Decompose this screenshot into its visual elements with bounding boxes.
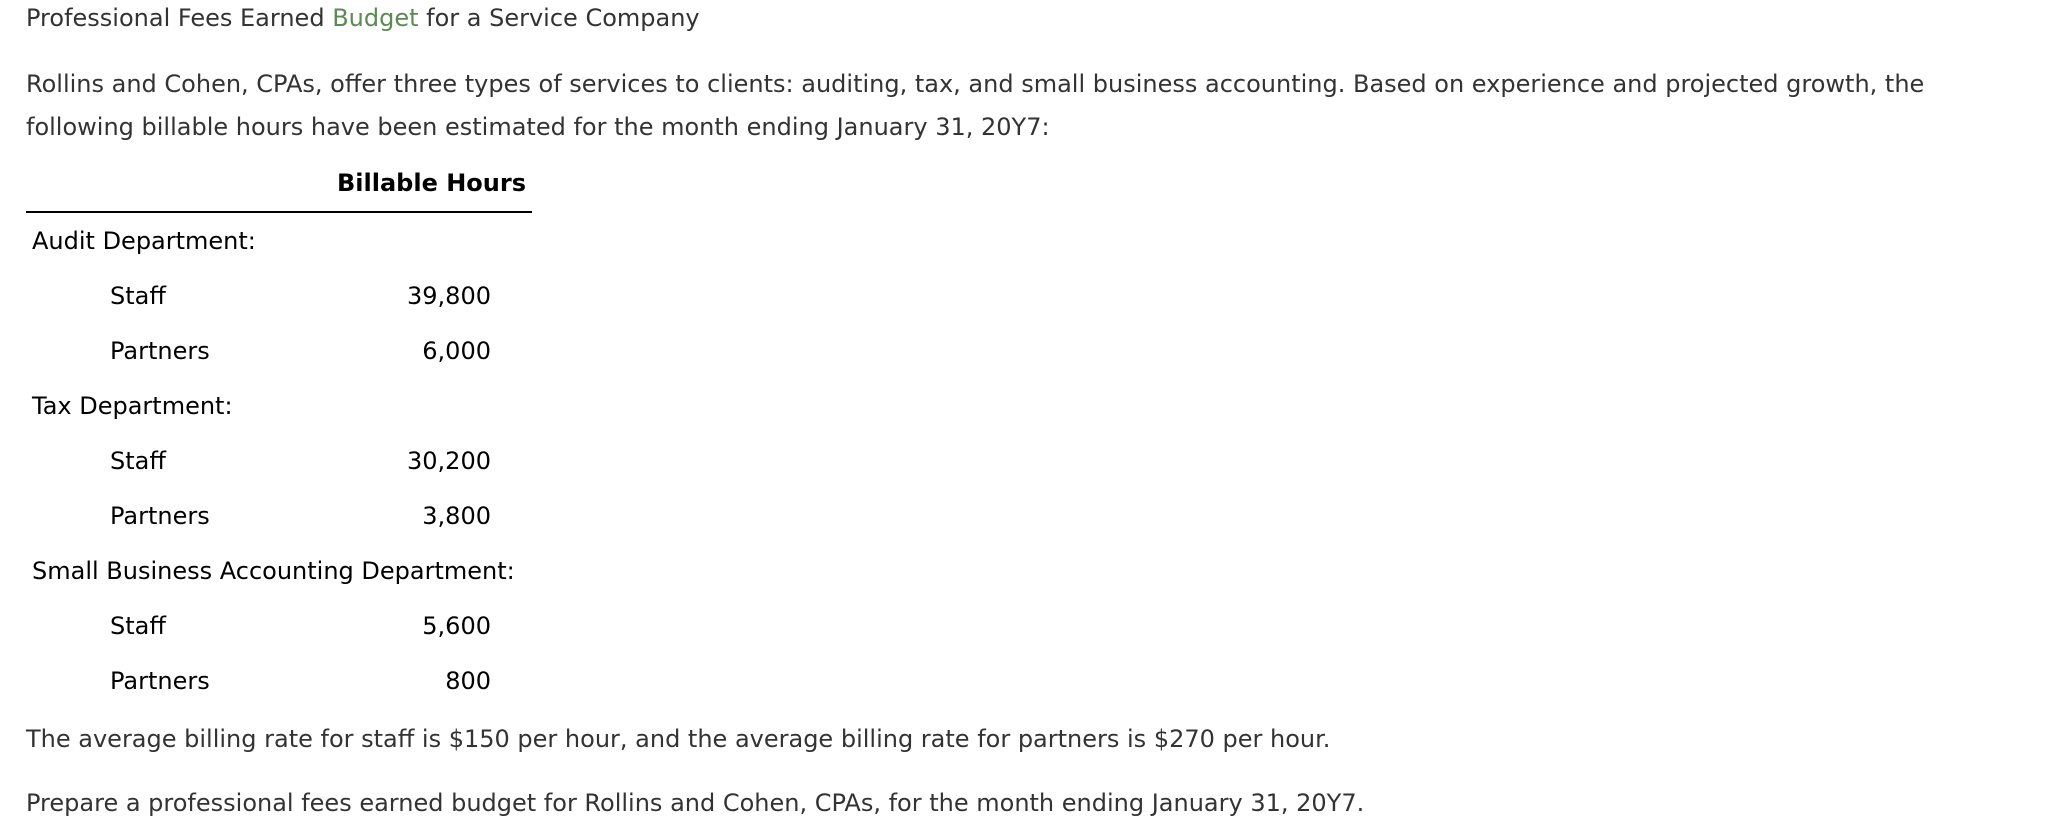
table-row <box>26 653 532 708</box>
hours-value: 5,600 <box>422 611 491 640</box>
department-row <box>26 543 532 598</box>
label-column-header <box>26 155 281 212</box>
row-label: Partners <box>110 501 210 530</box>
hours-value: 3,800 <box>422 501 491 530</box>
hours-value: 800 <box>445 666 491 695</box>
hours-value: 39,800 <box>407 281 491 310</box>
department-row <box>26 378 532 433</box>
department-label-small-business: Small Business Accounting Department: <box>32 556 515 585</box>
hours-value: 30,200 <box>407 446 491 475</box>
billing-rates-text: The average billing rate for staff is $150 per hour, and the average billing rate for partners is $270 per hour. <box>26 725 1331 753</box>
row-label: Partners <box>110 666 210 695</box>
table-row <box>26 598 532 653</box>
hours-value: 6,000 <box>422 336 491 365</box>
instruction-text: Prepare a professional fees earned budget for Rollins and Cohen, CPAs, for the month ending January 31, 20Y7. <box>26 789 1365 817</box>
problem-title <box>26 0 2026 33</box>
row-label: Staff <box>110 446 166 475</box>
billable-hours-table <box>26 155 532 708</box>
problem-content <box>26 0 2026 818</box>
budget-link[interactable]: Budget <box>332 4 419 32</box>
table-header-row <box>26 155 532 212</box>
department-label-tax: Tax Department: <box>32 391 233 420</box>
row-label: Partners <box>110 336 210 365</box>
intro-paragraph: Rollins and Cohen, CPAs, offer three types of services to clients: auditing, tax, and small business accounting. Based on experience and projected growth, the following billable hours have been estimated for the month ending January 31, 20Y7: <box>26 70 1925 141</box>
table-row <box>26 323 532 378</box>
table-row <box>26 433 532 488</box>
billable-hours-header: Billable Hours <box>281 155 532 212</box>
department-label-audit: Audit Department: <box>32 226 256 255</box>
row-label: Staff <box>110 611 166 640</box>
title-text-before: Professional Fees Earned <box>26 4 333 32</box>
department-row <box>26 212 532 268</box>
table-row <box>26 268 532 323</box>
table-row <box>26 488 532 543</box>
title-text-after: for a Service Company <box>418 4 700 32</box>
row-label: Staff <box>110 281 166 310</box>
